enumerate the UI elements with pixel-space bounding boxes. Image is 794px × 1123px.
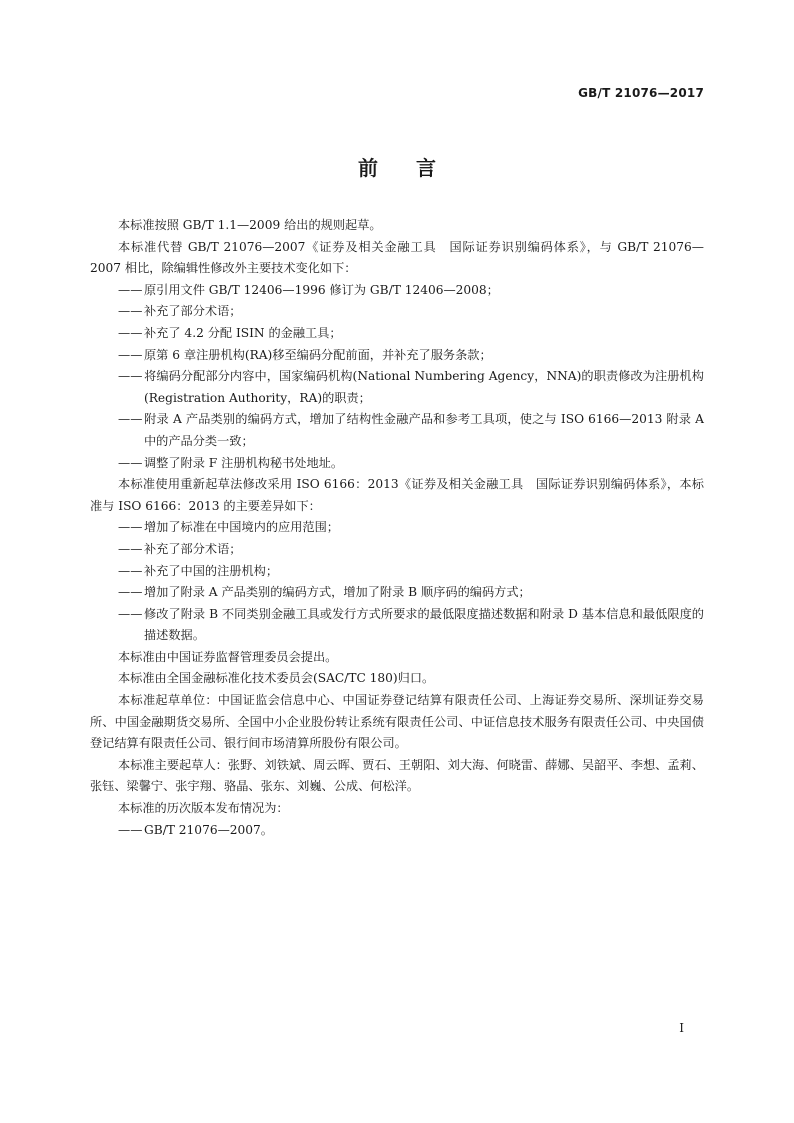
list-item-text: 增加了标准在中国境内的应用范围；: [144, 520, 339, 535]
paragraph-proposed-by: 本标准由中国证券监督管理委员会提出。: [118, 649, 338, 664]
page-number: I: [679, 1021, 684, 1035]
em-dash: ——: [118, 412, 143, 427]
paragraph-iso-adoption: 本标准使用重新起草法修改采用 ISO 6166：2013《证券及相关金融工具 国际证券识别编码体系》，本标准与 ISO 6166：2013 的主要差异如下：: [90, 477, 704, 513]
list-item-text: 补充了部分术语；: [144, 304, 242, 319]
em-dash: ——: [118, 369, 143, 384]
em-dash: ——: [118, 606, 143, 621]
em-dash: ——: [118, 325, 143, 340]
paragraph-drafting-rules: 本标准按照 GB/T 1.1—2009 给出的规则起草。: [118, 218, 382, 232]
list-item-text: 补充了 4.2 分配 ISIN 的金融工具；: [144, 325, 342, 340]
em-dash: ——: [118, 585, 143, 600]
em-dash: ——: [118, 563, 143, 578]
list-item-difference: [90, 539, 704, 561]
foreword-body: [90, 215, 704, 841]
em-dash: ——: [118, 541, 143, 556]
list-item-text: 补充了中国的注册机构；: [144, 563, 279, 578]
em-dash: ——: [118, 304, 143, 319]
page-title: [0, 152, 794, 181]
title-char-2: 言: [416, 156, 436, 180]
paragraph-drafting-units: 本标准起草单位：中国证监会信息中心、中国证券登记结算有限责任公司、上海证券交易所、深圳证券交易所、中国金融期货交易所、全国中小企业股份转让系统有限责任公司、中证信息技术服务有限责任公司、中央国债登记结算有限责任公司、银行间市场清算所股份有限公司。: [90, 693, 704, 751]
list-item-text: 附录 A 产品类别的编码方式，增加了结构性金融产品和参考工具项，使之与 ISO 6166—2013 附录 A 中的产品分类一致；: [144, 412, 704, 448]
list-item-text: 增加了附录 A 产品类别的编码方式，增加了附录 B 顺序码的编码方式；: [144, 585, 531, 600]
em-dash: ——: [118, 822, 143, 837]
list-item-text: 修改了附录 B 不同类别金融工具或发行方式所要求的最低限度描述数据和附录 D 基本信息和最低限度的描述数据。: [144, 606, 704, 643]
list-item-text: 调整了附录 F 注册机构秘书处地址。: [144, 455, 344, 470]
title-char-1: 前: [358, 156, 378, 180]
list-item-text: GB/T 21076—2007。: [144, 822, 273, 837]
list-item-change: [90, 453, 704, 475]
list-item-change: [90, 323, 704, 345]
list-item-text: 将编码分配部分内容中，国家编码机构(National Numbering Agency，NNA)的职责修改为注册机构(Registration Authority，RA)的职责；: [144, 369, 704, 405]
list-item-change: [90, 301, 704, 323]
paragraph-replaces: 本标准代替 GB/T 21076—2007《证券及相关金融工具 国际证券识别编码体系》，与 GB/T 21076—2007 相比，除编辑性修改外主要技术变化如下：: [90, 239, 704, 276]
list-item-text: 原第 6 章注册机构(RA)移至编码分配前面，并补充了服务条款；: [144, 347, 492, 362]
paragraph-centralized-by: 本标准由全国金融标准化技术委员会(SAC/TC 180)归口。: [118, 671, 435, 686]
paragraph-drafters: 本标准主要起草人：张野、刘铁斌、周云晖、贾石、王朝阳、刘大海、何晓雷、薛娜、吴韶平、李想、孟莉、张钰、梁馨宁、张宇翔、骆晶、张东、刘巍、公成、何松洋。: [90, 757, 704, 794]
em-dash: ——: [118, 282, 143, 297]
list-item-difference: [90, 582, 704, 604]
list-item-change: [90, 409, 704, 452]
list-item-change: [90, 280, 704, 302]
em-dash: ——: [118, 347, 143, 362]
em-dash: ——: [118, 520, 143, 535]
em-dash: ——: [118, 455, 143, 470]
list-item-difference: [90, 561, 704, 583]
list-item-difference: [90, 517, 704, 539]
standard-code: GB/T 21076—2017: [578, 86, 704, 100]
list-item-difference: [90, 604, 704, 647]
paragraph-version-history: 本标准的历次版本发布情况为：: [118, 801, 289, 816]
list-item-text: 原引用文件 GB/T 12406—1996 修订为 GB/T 12406—2008；: [144, 282, 499, 297]
list-item-history: [90, 820, 704, 842]
list-item-text: 补充了部分术语；: [144, 541, 242, 556]
list-item-change: [90, 366, 704, 409]
list-item-change: [90, 345, 704, 367]
